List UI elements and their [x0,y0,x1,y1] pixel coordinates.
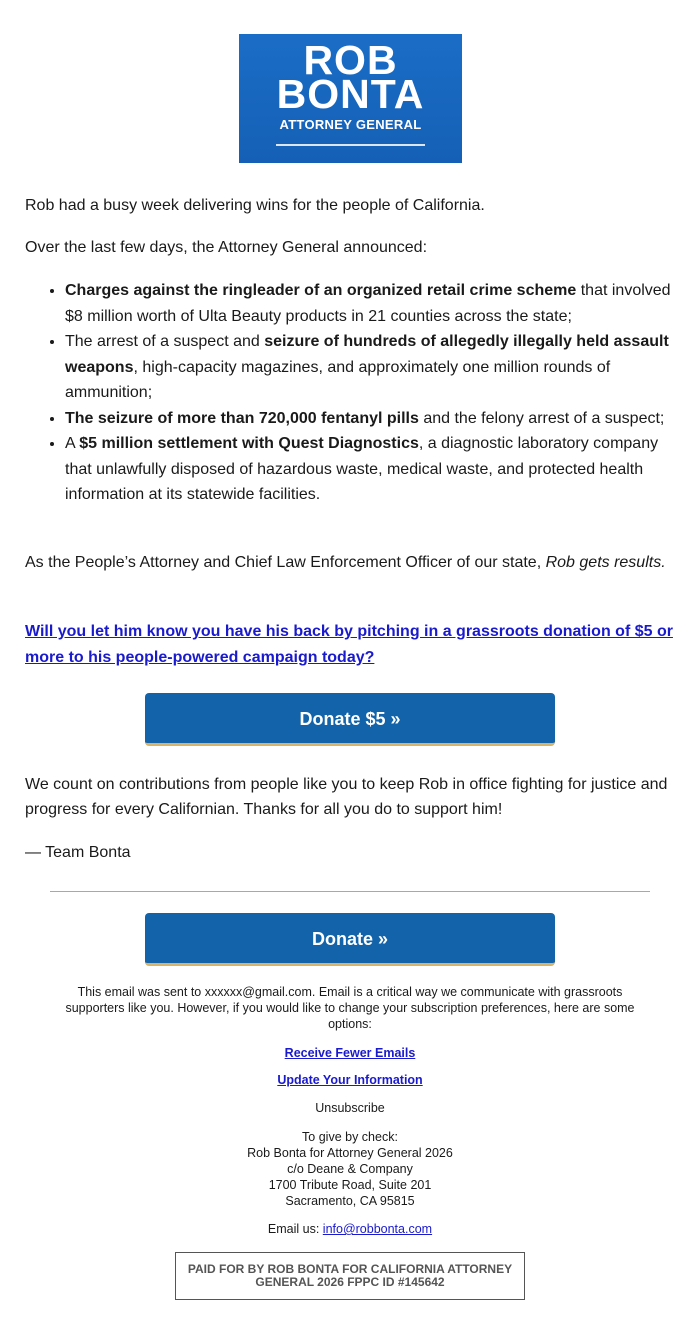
check-heading: To give by check: [302,1130,398,1144]
divider [50,891,650,892]
closing-paragraph: We count on contributions from people like you to keep Rob in office fighting for justice and progress for every Californian. Thanks for all you do to support him! [25,776,668,818]
rob-bonta-logo [239,34,462,163]
donation-ask-link[interactable]: Will you let him know you have his back by pitching in a grassroots donation of $5 or more to his people-powered campaign today? [25,623,673,666]
donate-button[interactable]: Donate » [145,913,555,966]
footer-notice: This email was sent to xxxxxx@gmail.com. Email is a critical way we communicate with grassroots supporters like you. However, if you would like to change your subscription preferences, here are some options: [65,985,635,1031]
unsubscribe-link[interactable]: Unsubscribe [315,1101,385,1115]
lead-paragraph: Over the last few days, the Attorney General announced: [25,239,428,256]
announcements-list [25,278,680,508]
list-item: • Charges against the ringleader of an organized retail crime scheme that involved $8 million worth of Ulta Beauty products in 21 counties across the state; [65,278,680,329]
logo-line-rob: ROB [303,37,398,83]
logo-line-title: ATTORNEY GENERAL [279,117,422,132]
address-line: 1700 Tribute Road, Suite 201 [268,1178,432,1192]
update-information-link[interactable]: Update Your Information [277,1073,423,1087]
list-item: • A $5 million settlement with Quest Diagnostics, a diagnostic laboratory company that unlawfully disposed of hazardous waste, medical waste, and protected health information at its statewide facilities. [65,431,680,508]
email-us-label: Email us: [267,1222,323,1236]
fewer-emails-row [60,1045,640,1061]
paid-for-disclaimer: PAID FOR BY ROB BONTA FOR CALIFORNIA ATTORNEY GENERAL 2026 FPPC ID #145642 [175,1252,525,1300]
logo-divider [276,144,425,146]
email-us-row [60,1221,640,1237]
intro-paragraph: Rob had a busy week delivering wins for the people of California. [25,197,485,214]
signoff: — Team Bonta [25,844,131,861]
receive-fewer-emails-link[interactable]: Receive Fewer Emails [284,1046,416,1060]
list-item: • The seizure of more than 720,000 fentanyl pills and the felony arrest of a suspect; [65,406,680,432]
results-paragraph: As the People’s Attorney and Chief Law Enforcement Officer of our state, Rob gets results. [25,554,666,571]
logo-line-bonta: BONTA [276,71,425,117]
address-line: c/o Deane & Company [287,1162,413,1176]
address-line: Sacramento, CA 95815 [285,1194,415,1208]
contact-email-link[interactable]: info@robbonta.com [322,1222,433,1236]
update-info-row [60,1072,640,1088]
address-line: Rob Bonta for Attorney General 2026 [247,1146,453,1160]
donate-5-button[interactable]: Donate $5 » [145,693,555,746]
list-item: • The arrest of a suspect and seizure of hundreds of allegedly illegally held assault weapons, high-capacity magazines, and approximately one million rounds of ammunition; [65,329,680,406]
